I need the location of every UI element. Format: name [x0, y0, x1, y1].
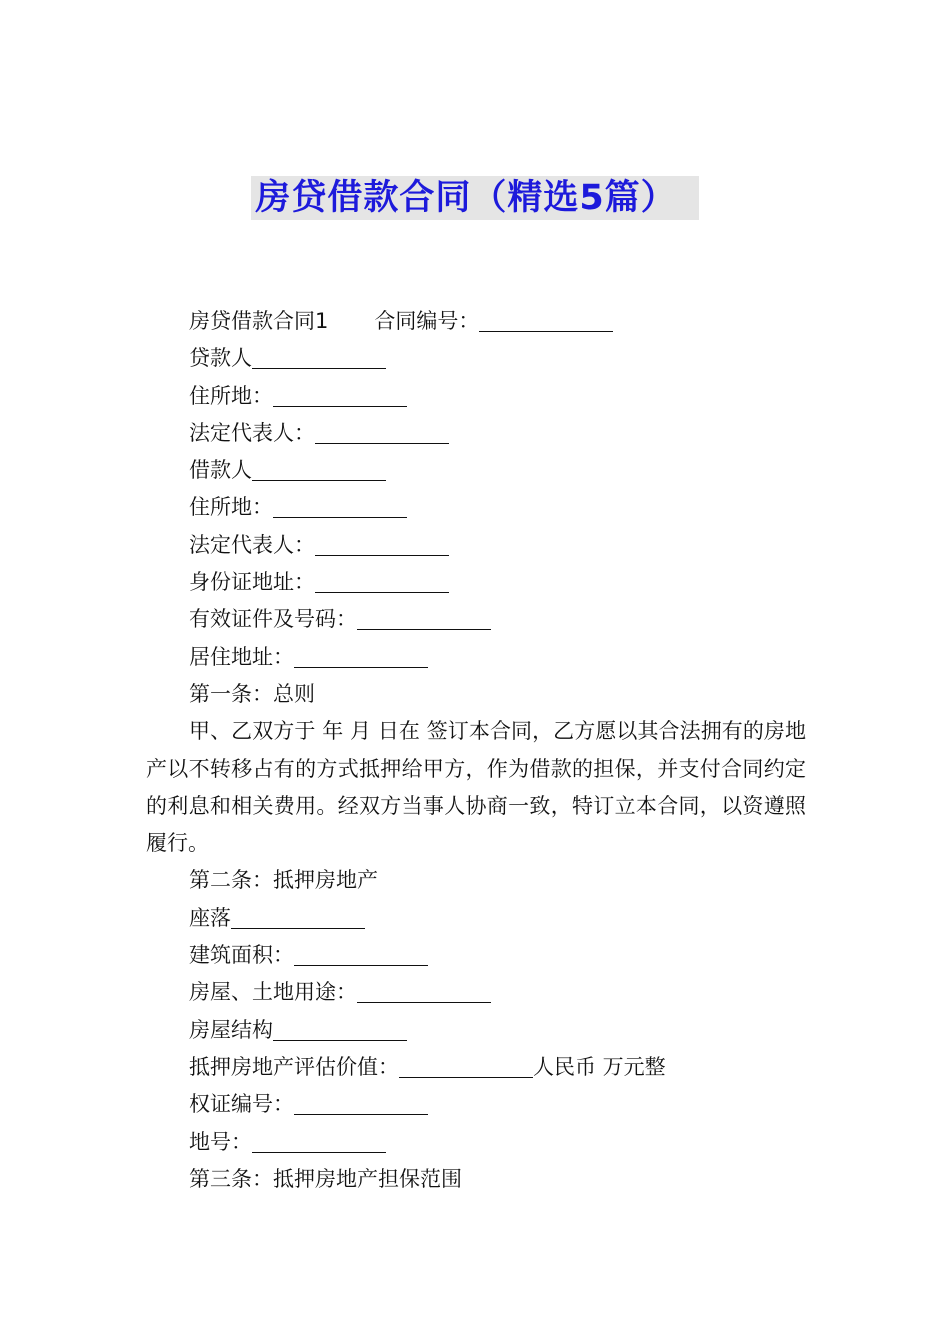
- borrower-blank: [252, 456, 386, 481]
- lot-number-blank: [252, 1128, 386, 1153]
- article-1-paragraph: 甲、乙双方于 年 月 日在 签订本合同，乙方愿以其合法拥有的房地产以不转移占有的方式抵押给甲方，作为借款的担保，并支付合同约定的利息和相关费用。经双方当事人协商一致，特订立本合同，以资遵照履行。: [146, 719, 806, 856]
- floor-area-line: [146, 937, 806, 974]
- article-3-heading: [146, 1161, 806, 1198]
- id-number-blank: [357, 605, 491, 630]
- contract-name: 房贷借款合同1: [189, 309, 329, 333]
- location-blank: [231, 904, 365, 929]
- id-address-line: [146, 564, 806, 601]
- contract-number-label: 合同编号：: [374, 309, 480, 333]
- document-title: 房贷借款合同（精选5篇）: [251, 176, 698, 220]
- borrower-address-label: 住所地：: [189, 495, 273, 520]
- floor-area-blank: [294, 941, 428, 966]
- lender-address-line: [146, 378, 806, 415]
- title-number-label: 权证编号：: [189, 1092, 294, 1117]
- contract-heading-line: [146, 303, 806, 340]
- id-number-line: [146, 601, 806, 638]
- lender-representative-line: [146, 415, 806, 452]
- structure-label: 房屋结构: [189, 1017, 273, 1042]
- lender-label: 贷款人: [189, 346, 252, 371]
- borrower-representative-blank: [315, 531, 449, 556]
- borrower-label: 借款人: [189, 458, 252, 483]
- lender-address-blank: [273, 382, 407, 407]
- title-wrap: [0, 176, 950, 220]
- residence-blank: [294, 643, 428, 668]
- borrower-line: [146, 452, 806, 489]
- id-address-label: 身份证地址：: [189, 570, 315, 595]
- location-line: [146, 900, 806, 937]
- land-use-line: [146, 974, 806, 1011]
- structure-line: [146, 1012, 806, 1049]
- floor-area-label: 建筑面积：: [189, 943, 294, 968]
- residence-label: 居住地址：: [189, 644, 294, 669]
- borrower-representative-label: 法定代表人：: [189, 532, 315, 557]
- land-use-blank: [357, 978, 491, 1003]
- valuation-unit: 人民币 万元整: [533, 1054, 666, 1079]
- lot-number-line: [146, 1124, 806, 1161]
- lender-blank: [252, 344, 386, 369]
- contract-number-blank: [479, 307, 613, 332]
- valuation-blank: [399, 1053, 533, 1078]
- lot-number-label: 地号：: [189, 1129, 252, 1154]
- article-2-title: 第二条：抵押房地产: [189, 868, 378, 893]
- valuation-label: 抵押房地产评估价值：: [189, 1054, 399, 1079]
- lender-representative-label: 法定代表人：: [189, 420, 315, 445]
- borrower-representative-line: [146, 527, 806, 564]
- id-address-blank: [315, 568, 449, 593]
- id-number-label: 有效证件及号码：: [189, 607, 357, 632]
- structure-blank: [273, 1016, 407, 1041]
- article-3-title: 第三条：抵押房地产担保范围: [189, 1166, 462, 1191]
- valuation-line: [146, 1049, 806, 1086]
- lender-representative-blank: [315, 419, 449, 444]
- article-2-heading: [146, 862, 806, 899]
- borrower-address-blank: [273, 493, 407, 518]
- land-use-label: 房屋、土地用途：: [189, 980, 357, 1005]
- lender-line: [146, 340, 806, 377]
- residence-line: [146, 639, 806, 676]
- borrower-address-line: [146, 489, 806, 526]
- document-body: [146, 303, 806, 1198]
- lender-address-label: 住所地：: [189, 383, 273, 408]
- location-label: 座落: [189, 905, 231, 930]
- title-number-blank: [294, 1090, 428, 1115]
- title-number-line: [146, 1086, 806, 1123]
- article-1-title: 第一条：总则: [189, 681, 315, 706]
- article-1-heading: [146, 676, 806, 713]
